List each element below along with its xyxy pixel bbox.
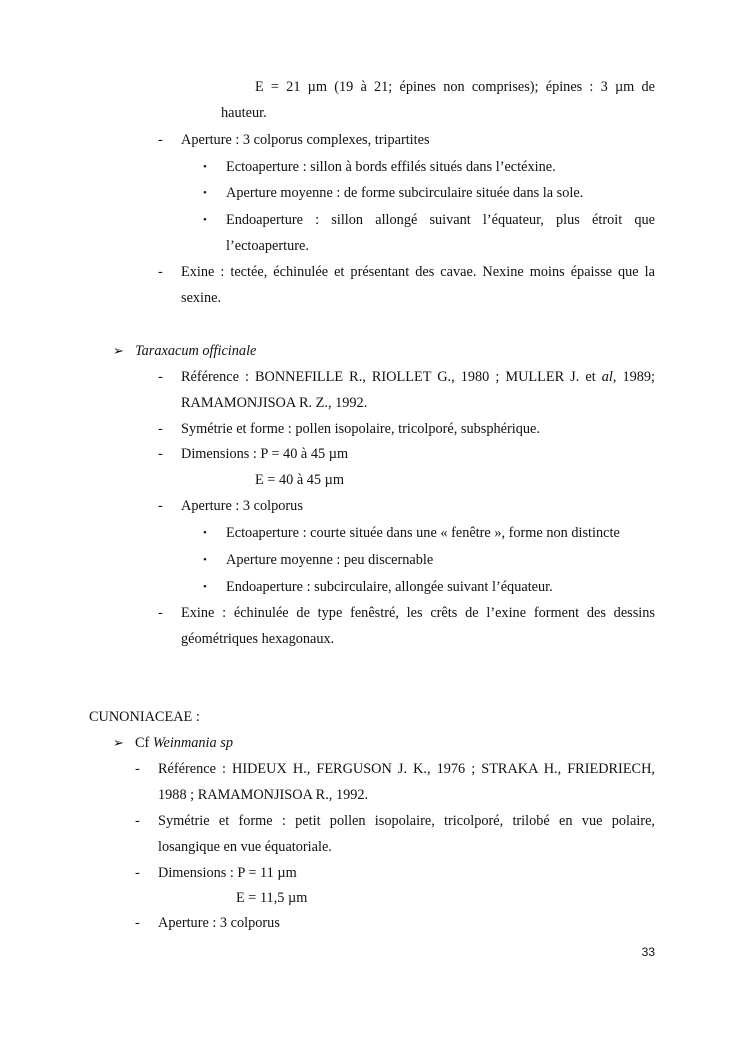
exine-line2: sexine. xyxy=(181,290,222,306)
aperture-line: Aperture : 3 colporus xyxy=(158,915,280,931)
dash-marker: - xyxy=(158,605,163,621)
bullet-marker: • xyxy=(203,527,207,539)
bullet-marker: • xyxy=(203,554,207,566)
bullet-marker: • xyxy=(203,214,207,226)
family-heading-cunoniaceae: CUNONIACEAE : xyxy=(89,709,200,725)
dimensions-e-line: E = 40 à 45 µm xyxy=(255,472,344,488)
reference-line2: RAMAMONJISOA R. Z., 1992. xyxy=(181,395,368,411)
ectoaperture-line: Ectoaperture : courte située dans une « fenêtre », forme non distincte xyxy=(226,525,620,541)
species-title-weinmania: Cf Weinmania sp xyxy=(135,735,233,751)
dash-marker: - xyxy=(158,369,163,385)
dimensions-p-line: Dimensions : P = 11 µm xyxy=(158,865,297,881)
aperture-moyenne-line: Aperture moyenne : de forme subcirculaire située dans la sole. xyxy=(226,185,584,201)
dimensions-p-line: Dimensions : P = 40 à 45 µm xyxy=(181,446,349,462)
endoaperture-line2: l’ectoaperture. xyxy=(226,238,309,254)
bullet-marker: • xyxy=(203,187,207,199)
species-title-taraxacum: Taraxacum officinale xyxy=(135,343,257,359)
dash-marker: - xyxy=(135,915,140,931)
aperture-moyenne-line: Aperture moyenne : peu discernable xyxy=(226,552,434,568)
dims-continuation-line2: hauteur. xyxy=(221,105,267,121)
symetrie-line1: Symétrie et forme : petit pollen isopolaire, tricolporé, trilobé en vue polaire, xyxy=(158,813,655,829)
ectoaperture-line: Ectoaperture : sillon à bords effilés situés dans l’ectéxine. xyxy=(226,159,556,175)
dash-marker: - xyxy=(135,865,140,881)
bullet-marker: • xyxy=(203,161,207,173)
endoaperture-line1: Endoaperture : sillon allongé suivant l’équateur, plus étroit que xyxy=(226,212,655,228)
exine-line2: géométriques hexagonaux. xyxy=(181,631,335,647)
symetrie-line: Symétrie et forme : pollen isopolaire, tricolporé, subsphérique. xyxy=(181,421,540,437)
exine-line1: Exine : tectée, échinulée et présentant des cavae. Nexine moins épaisse que la xyxy=(181,264,655,280)
dash-marker: - xyxy=(158,498,163,514)
endoaperture-line: Endoaperture : subcirculaire, allongée suivant l’équateur. xyxy=(226,579,553,595)
dims-continuation-line1: E = 21 µm (19 à 21; épines non comprises); épines : 3 µm de xyxy=(255,79,655,95)
dash-marker: - xyxy=(158,264,163,280)
symetrie-line2: losangique en vue équatoriale. xyxy=(158,839,332,855)
arrow-bullet-icon: ➢ xyxy=(113,735,124,750)
aperture-line: Aperture : 3 colporus xyxy=(181,498,303,514)
arrow-bullet-icon: ➢ xyxy=(113,343,124,358)
reference-line2: 1988 ; RAMAMONJISOA R., 1992. xyxy=(158,787,369,803)
dash-marker: - xyxy=(135,761,140,777)
reference-line1: Référence : BONNEFILLE R., RIOLLET G., 1980 ; MULLER J. et al, 1989; xyxy=(181,369,656,385)
dimensions-e-line: E = 11,5 µm xyxy=(236,890,308,906)
dash-marker: - xyxy=(158,446,163,462)
dash-marker: - xyxy=(135,813,140,829)
bullet-marker: • xyxy=(203,581,207,593)
page-number: 33 xyxy=(641,945,655,959)
aperture-line: Aperture : 3 colporus complexes, tripartites xyxy=(181,132,430,148)
dash-marker: - xyxy=(158,132,163,148)
reference-line1: Référence : HIDEUX H., FERGUSON J. K., 1976 ; STRAKA H., FRIEDRIECH, xyxy=(158,761,655,777)
exine-line1: Exine : échinulée de type fenêstré, les crêts de l’exine forment des dessins xyxy=(181,605,655,621)
dash-marker: - xyxy=(158,421,163,437)
